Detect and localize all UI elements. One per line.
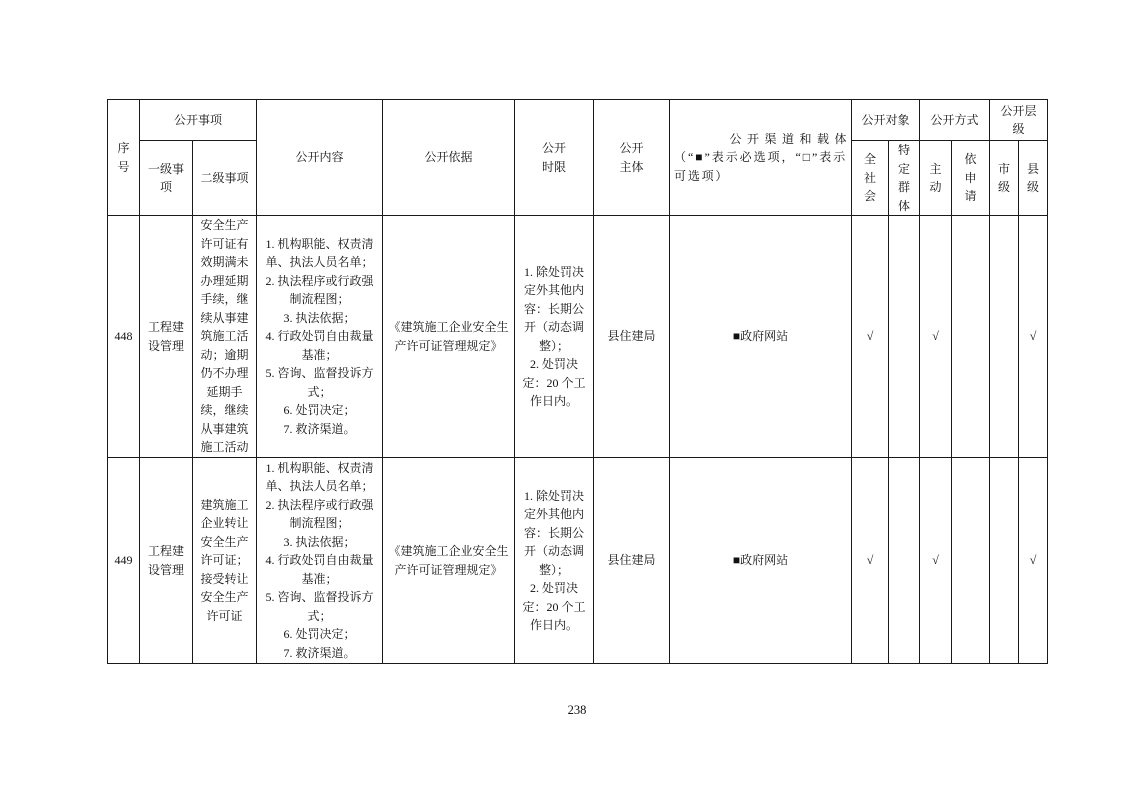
header-time-limit: [515, 100, 594, 216]
time-limit-item: 2. 处罚决定：20 个工作日内。: [522, 581, 586, 632]
row-audience-specific-cell: [889, 216, 920, 458]
row-level-city-cell: [990, 216, 1019, 458]
row-time-limit: [515, 458, 594, 664]
row-audience-specific-cell: [889, 458, 920, 664]
table-row: [108, 216, 1048, 458]
header-channel: [670, 100, 852, 216]
content-item: 5. 咨询、监督投诉方式；: [265, 590, 374, 623]
row-subject: 县住建局: [594, 458, 670, 664]
header-time-limit-label: 公开时限: [542, 141, 567, 174]
content-item: 4. 行政处罚自由裁量基准；: [265, 329, 374, 362]
content-item: 6. 处罚决定；: [283, 627, 356, 642]
header-seq: [108, 100, 140, 216]
row-seq: 448: [108, 216, 140, 458]
header-method-active: [920, 141, 952, 216]
disclosure-table: [107, 99, 1048, 664]
row-subject: 县住建局: [594, 216, 670, 458]
row-seq: 449: [108, 458, 140, 664]
header-method-request: [952, 141, 990, 216]
row-level2-matter: 安全生产许可证有效期满未办理延期手续，继续从事建筑施工活动；逾期仍不办理延期手续，继续从事建筑施工活动: [193, 216, 257, 458]
row-time-limit: [515, 216, 594, 458]
header-audience-specific: [889, 141, 920, 216]
row-channel: ■政府网站: [670, 458, 852, 664]
table-row: [108, 458, 1048, 664]
header-content: 公开内容: [257, 100, 383, 216]
content-item: 3. 执法依据；: [283, 310, 356, 325]
header-level-city: [990, 141, 1019, 216]
header-audience-all-label: 全社会: [864, 152, 877, 204]
row-content: [257, 458, 383, 664]
header-level1: [140, 141, 193, 216]
content-item: 7. 救济渠道。: [283, 645, 356, 660]
row-channel: ■政府网站: [670, 216, 852, 458]
content-item: 2. 执法程序或行政强制流程图；: [265, 497, 374, 531]
header-method-active-label: 主动: [929, 161, 942, 194]
header-seq-label: 序号: [117, 141, 130, 174]
row-method-active-check: √: [920, 458, 952, 664]
header-level-county-label: 县级: [1027, 161, 1040, 194]
content-item: 1. 机构职能、权责清单、执法人员名单；: [265, 236, 374, 270]
header-channel-note: （“■”表示必选项，“□”表示可选项）: [674, 150, 848, 183]
header-row-top: [108, 100, 1048, 141]
header-method-request-label: 依申请: [964, 152, 977, 204]
page-number: 238: [567, 703, 587, 717]
content-item: 3. 执法依据；: [283, 534, 356, 549]
header-audience-specific-label: 特定群体: [898, 143, 911, 213]
row-level1-matter: 工程建设管理: [140, 458, 193, 664]
row-basis: 《建筑施工企业安全生产许可证管理规定》: [383, 458, 515, 664]
row-level2-matter: 建筑施工企业转让安全生产许可证；接受转让安全生产许可证: [193, 458, 257, 664]
header-level2: 二级事项: [193, 141, 257, 216]
header-level-county: [1019, 141, 1048, 216]
content-item: 7. 救济渠道。: [283, 421, 356, 436]
content-item: 5. 咨询、监督投诉方式；: [265, 366, 374, 399]
row-basis: 《建筑施工企业安全生产许可证管理规定》: [383, 216, 515, 458]
row-level-city-cell: [990, 458, 1019, 664]
header-level-group-label: 公开层级: [1000, 103, 1037, 136]
row-method-active-check: √: [920, 216, 952, 458]
header-subject-label: 公开主体: [619, 141, 644, 174]
row-method-request-cell: [952, 216, 990, 458]
header-matter-group: 公开事项: [140, 100, 257, 141]
header-level-group: [990, 100, 1048, 141]
header-subject: [594, 100, 670, 216]
row-content: [257, 216, 383, 458]
row-level-county-check: √: [1019, 458, 1048, 664]
header-level1-label: 一级事项: [147, 161, 184, 194]
time-limit-item: 1. 除处罚决定外其他内容：长期公开（动态调整）；: [524, 264, 585, 353]
header-basis: 公开依据: [383, 100, 515, 216]
content-item: 1. 机构职能、权责清单、执法人员名单；: [265, 460, 374, 494]
row-method-request-cell: [952, 458, 990, 664]
time-limit-item: 1. 除处罚决定外其他内容：长期公开（动态调整）；: [524, 488, 585, 577]
content-item: 4. 行政处罚自由裁量基准；: [265, 553, 374, 586]
row-level1-matter: 工程建设管理: [140, 216, 193, 458]
row-audience-all-check: √: [852, 458, 889, 664]
header-channel-title: 公开渠道和载体: [729, 131, 853, 146]
time-limit-item: 2. 处罚决定：20 个工作日内。: [522, 357, 586, 408]
header-audience-all: [852, 141, 889, 216]
header-level-city-label: 市级: [998, 161, 1011, 194]
header-audience-group: 公开对象: [852, 100, 920, 141]
content-item: 6. 处罚决定；: [283, 403, 356, 418]
row-level-county-check: √: [1019, 216, 1048, 458]
header-method-group: 公开方式: [920, 100, 990, 141]
content-item: 2. 执法程序或行政强制流程图；: [265, 273, 374, 307]
row-audience-all-check: √: [852, 216, 889, 458]
